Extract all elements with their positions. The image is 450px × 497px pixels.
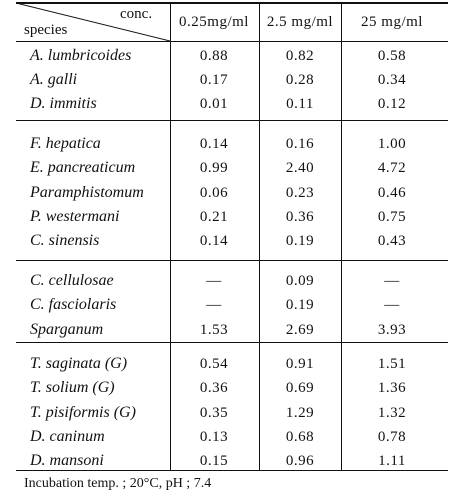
- column-header-25: 25 mg/ml: [361, 14, 423, 30]
- value-cell: 2.69: [285, 322, 315, 338]
- value-cell: 0.15: [199, 453, 229, 469]
- value-cell: 0.21: [199, 209, 229, 225]
- value-cell: 0.14: [199, 233, 229, 249]
- table-bottom-rule: [16, 470, 448, 471]
- value-cell: 0.46: [377, 185, 407, 201]
- value-cell: 0.43: [377, 233, 407, 249]
- value-cell: 1.32: [377, 405, 407, 421]
- column-header-2-5: 2.5 mg/ml: [266, 14, 334, 30]
- value-cell: 0.11: [286, 96, 314, 112]
- species-name: Sparganum: [30, 321, 104, 338]
- species-name: P. westermani: [30, 208, 120, 225]
- species-name: T. solium (G): [30, 379, 115, 396]
- species-name: A. galli: [30, 71, 78, 88]
- header-corner-conc: conc.: [120, 6, 153, 22]
- value-cell: 1.36: [377, 380, 407, 396]
- value-cell: —: [384, 297, 400, 313]
- species-name: C. fasciolaris: [30, 296, 117, 313]
- value-cell: 0.91: [285, 356, 315, 372]
- value-cell: 0.34: [377, 72, 407, 88]
- value-cell: 0.54: [199, 356, 229, 372]
- value-cell: 1.00: [377, 136, 407, 152]
- group-separator-rule: [16, 260, 448, 261]
- species-name: Paramphistomum: [30, 184, 144, 201]
- value-cell: 0.58: [377, 48, 407, 64]
- value-cell: 0.78: [377, 429, 407, 445]
- value-cell: 0.36: [285, 209, 315, 225]
- group-separator-rule: [16, 120, 448, 121]
- value-cell: 0.09: [285, 273, 315, 289]
- value-cell: 0.35: [199, 405, 229, 421]
- value-cell: 0.88: [199, 48, 229, 64]
- value-cell: 0.01: [199, 96, 229, 112]
- value-cell: 0.68: [285, 429, 315, 445]
- species-name: D. caninum: [30, 428, 105, 445]
- value-cell: —: [384, 273, 400, 289]
- value-cell: —: [206, 297, 222, 313]
- value-cell: 0.19: [285, 233, 315, 249]
- header-bottom-rule: [16, 41, 448, 42]
- value-cell: 0.06: [199, 185, 229, 201]
- value-cell: 2.40: [285, 160, 315, 176]
- value-cell: 0.36: [199, 380, 229, 396]
- value-cell: —: [206, 273, 222, 289]
- species-name: C. cellulosae: [30, 272, 114, 289]
- value-cell: 1.11: [378, 453, 406, 469]
- species-name: D. mansoni: [30, 452, 104, 469]
- value-cell: 0.96: [285, 453, 315, 469]
- column-header-0-25: 0.25mg/ml: [179, 14, 249, 30]
- species-name: D. immitis: [30, 95, 97, 112]
- value-cell: 0.82: [285, 48, 315, 64]
- value-cell: 0.16: [285, 136, 315, 152]
- species-name: E. pancreaticum: [30, 159, 136, 176]
- value-cell: 0.19: [285, 297, 315, 313]
- value-cell: 3.93: [377, 322, 407, 338]
- species-name: T. saginata (G): [30, 355, 128, 372]
- species-name: A. lumbricoides: [30, 47, 132, 64]
- value-cell: 0.69: [285, 380, 315, 396]
- value-cell: 4.72: [377, 160, 407, 176]
- value-cell: 0.23: [285, 185, 315, 201]
- value-cell: 0.12: [377, 96, 407, 112]
- species-name: C. sinensis: [30, 232, 100, 249]
- footnote: Incubation temp. ; 20°C, pH ; 7.4: [24, 476, 212, 491]
- group-separator-rule: [16, 342, 448, 343]
- value-cell: 1.29: [285, 405, 315, 421]
- header-corner-species: species: [24, 22, 68, 38]
- species-name: F. hepatica: [30, 135, 101, 152]
- value-cell: 0.17: [199, 72, 229, 88]
- value-cell: 0.99: [199, 160, 229, 176]
- species-name: T. pisiformis (G): [30, 404, 136, 421]
- value-cell: 0.13: [199, 429, 229, 445]
- value-cell: 1.53: [199, 322, 229, 338]
- value-cell: 1.51: [377, 356, 407, 372]
- value-cell: 0.28: [285, 72, 315, 88]
- value-cell: 0.75: [377, 209, 407, 225]
- value-cell: 0.14: [199, 136, 229, 152]
